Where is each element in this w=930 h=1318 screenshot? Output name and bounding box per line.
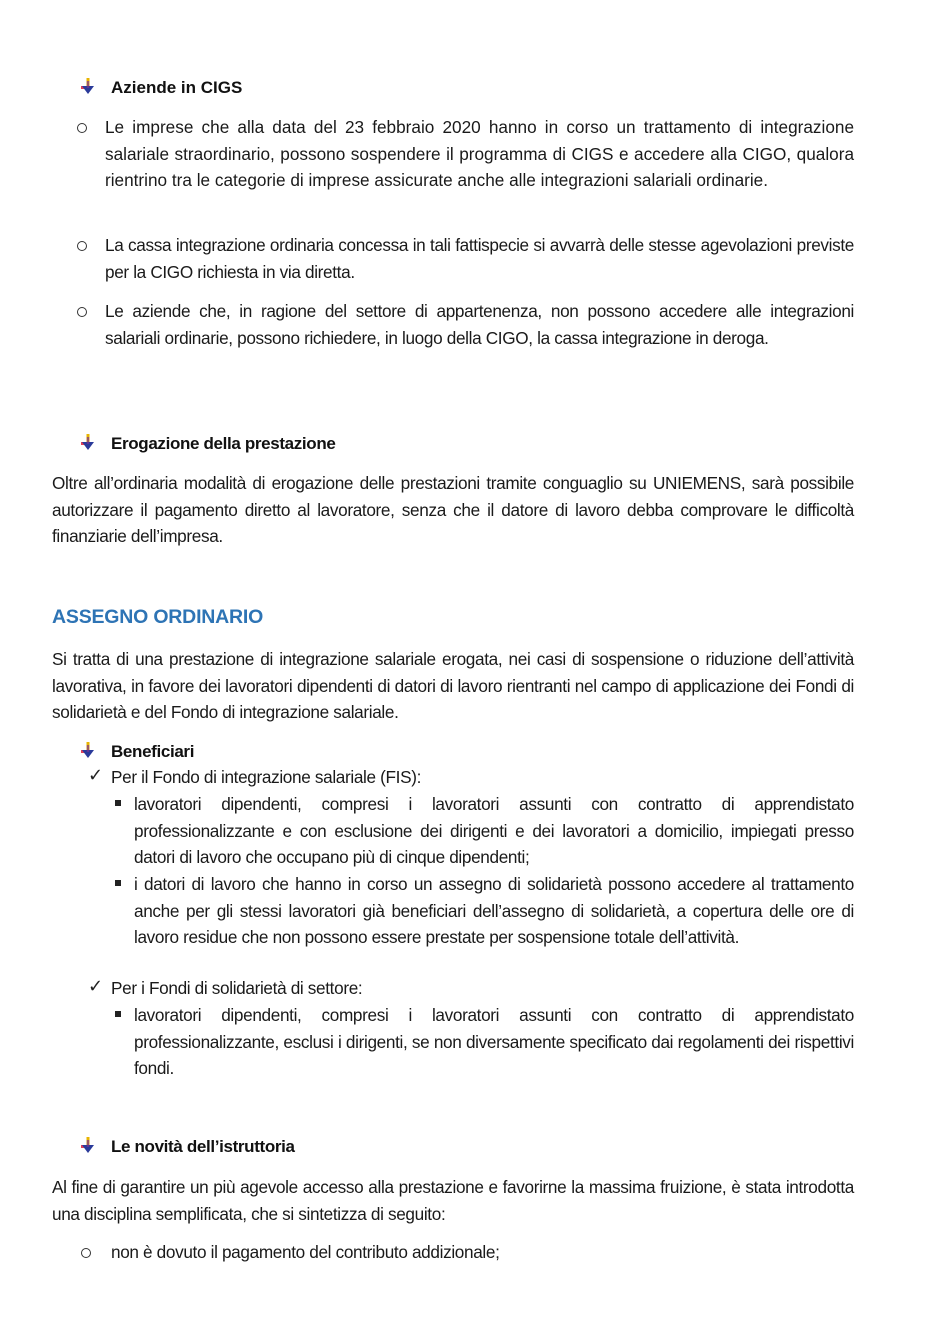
- circle-bullet-icon: [77, 241, 87, 251]
- check-bullet-icon: ✓: [88, 765, 104, 785]
- square-bullet-icon: [115, 800, 121, 806]
- list-item-cigs-2: La cassa integrazione ordinaria concessa in tali fattispecie si avvarrà delle stesse agevolazioni previste per la CIGO richiesta in via diretta.: [105, 235, 854, 282]
- list-item-cigs-1: Le imprese che alla data del 23 febbraio 2020 hanno in corso un trattamento di integrazione salariale straordinario, possono sospendere il programma di CIGS e accedere alla CIGO, qualora rientrino tra le categorie di imprese assicurate anche alle integrazioni salariali ordinarie.: [105, 117, 854, 190]
- arrow-down-bullet-icon: [80, 1137, 96, 1155]
- list-item-fis-1: lavoratori dipendenti, compresi i lavoratori assunti con contratto di apprendistato professionalizzante e con esclusione dei dirigenti e dei lavoratori a domicilio, impiegati presso datori di lavoro che occupano più di cinque dipendenti;: [134, 794, 854, 867]
- circle-bullet-icon: [77, 123, 87, 133]
- group-label-fondi-settore: Per i Fondi di solidarietà di settore:: [111, 978, 363, 998]
- paragraph-assegno-ordinario: Si tratta di una prestazione di integrazione salariale erogata, nei casi di sospensione o riduzione dell’attività lavorativa, in favore dei lavoratori dipendenti di datori di lavoro rientranti nel campo di applicazione dei Fondi di solidarietà e del Fondo di integrazione salariale.: [52, 649, 854, 722]
- list-item-cigs-3: Le aziende che, in ragione del settore di appartenenza, non possono accedere alle integrazioni salariali ordinarie, possono richiedere, in luogo della CIGO, la cassa integrazione in deroga.: [105, 301, 854, 348]
- arrow-down-bullet-icon: [80, 434, 96, 452]
- heading-aziende-cigs: Aziende in CIGS: [111, 78, 243, 97]
- section-title-assegno-ordinario: ASSEGNO ORDINARIO: [52, 606, 264, 628]
- list-item-fondi-settore-1: lavoratori dipendenti, compresi i lavoratori assunti con contratto di apprendistato professionalizzante, esclusi i dirigenti, se non diversamente specificato dai regolamenti dei rispettivi fondi.: [134, 1005, 854, 1078]
- heading-novita: Le novità dell’istruttoria: [111, 1137, 295, 1156]
- square-bullet-icon: [115, 1011, 121, 1017]
- square-bullet-icon: [115, 880, 121, 886]
- group-label-fis: Per il Fondo di integrazione salariale (FIS):: [111, 767, 422, 787]
- list-item-novita-1: non è dovuto il pagamento del contributo addizionale;: [111, 1242, 500, 1262]
- paragraph-novita: Al fine di garantire un più agevole accesso alla prestazione e favorirne la massima fruizione, è stata introdotta una disciplina semplificata, che si sintetizza di seguito:: [52, 1177, 854, 1224]
- arrow-down-bullet-icon: [80, 742, 96, 760]
- list-item-fis-2: i datori di lavoro che hanno in corso un assegno di solidarietà possono accedere al trattamento anche per gli stessi lavoratori già beneficiari dell’assegno di solidarietà, a copertura delle ore di lavoro residue che non possono essere prestate per sospensione totale dell’attività.: [134, 874, 854, 947]
- check-bullet-icon: ✓: [88, 976, 104, 996]
- circle-bullet-icon: [77, 307, 87, 317]
- arrow-down-bullet-icon: [80, 78, 96, 96]
- heading-erogazione: Erogazione della prestazione: [111, 434, 336, 453]
- paragraph-erogazione: Oltre all’ordinaria modalità di erogazione delle prestazioni tramite conguaglio su UNIEMENS, sarà possibile autorizzare il pagamento diretto al lavoratore, senza che il datore di lavoro debba comprovare le difficoltà finanziarie dell’impresa.: [52, 473, 854, 546]
- heading-beneficiari: Beneficiari: [111, 742, 195, 761]
- circle-bullet-icon: [81, 1248, 91, 1258]
